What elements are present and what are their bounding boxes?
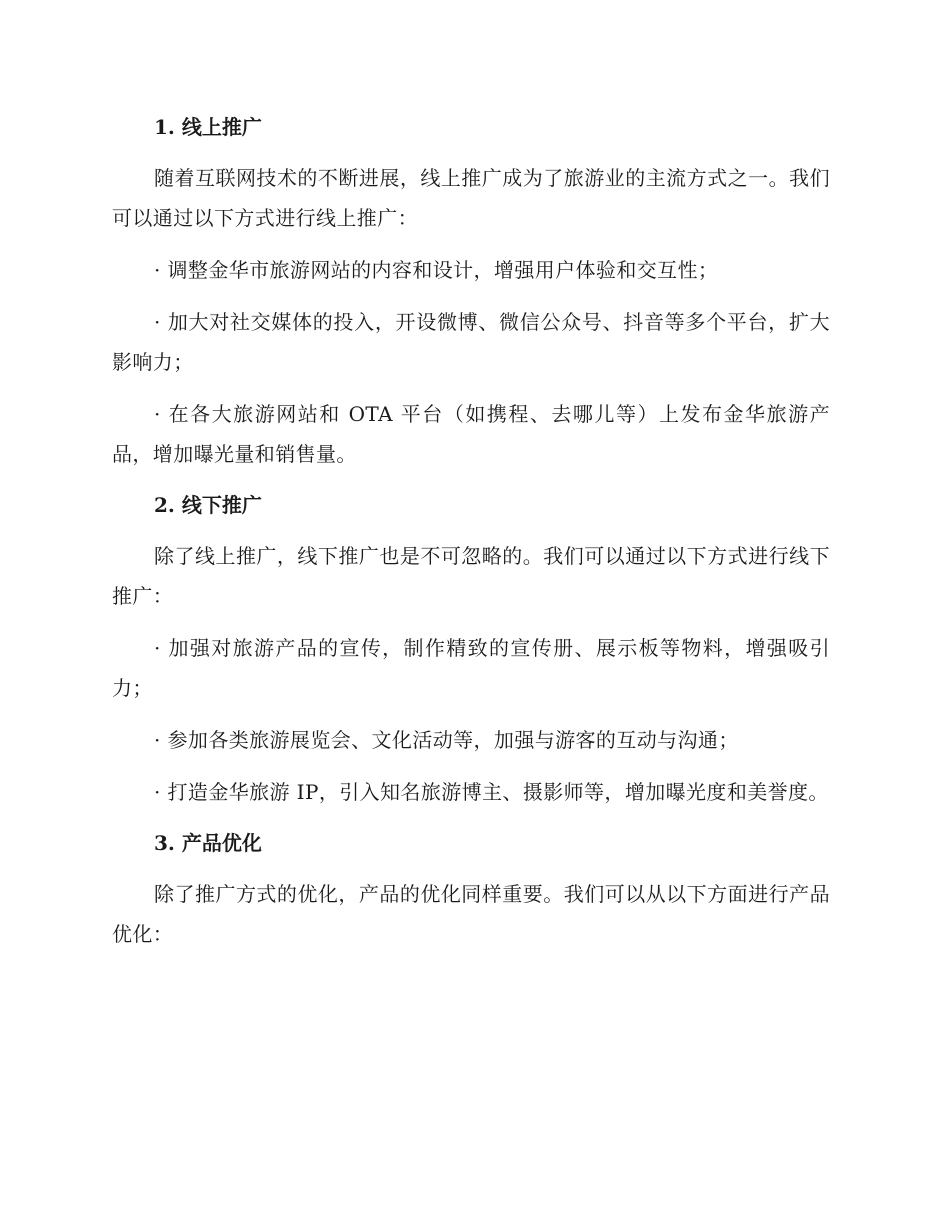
section-offline-promotion xyxy=(112,486,830,812)
section-product-optimization xyxy=(112,824,830,954)
section-intro: 随着互联网技术的不断进展，线上推广成为了旅游业的主流方式之一。我们可以通过以下方式进行线上推广： xyxy=(112,166,830,230)
section-heading: 2. 线下推广 xyxy=(154,493,262,517)
bullet-item: · 在各大旅游网站和 OTA 平台（如携程、去哪儿等）上发布金华旅游产品，增加曝光量和销售量。 xyxy=(112,402,830,466)
section-online-promotion xyxy=(112,108,830,474)
section-intro: 除了推广方式的优化，产品的优化同样重要。我们可以从以下方面进行产品优化： xyxy=(112,882,830,946)
section-heading: 1. 线上推广 xyxy=(154,115,262,139)
section-heading: 3. 产品优化 xyxy=(154,831,262,855)
bullet-item: · 参加各类旅游展览会、文化活动等，加强与游客的互动与沟通； xyxy=(154,728,739,752)
section-intro: 除了线上推广，线下推广也是不可忽略的。我们可以通过以下方式进行线下推广： xyxy=(112,544,830,608)
bullet-item: · 加大对社交媒体的投入，开设微博、微信公众号、抖音等多个平台，扩大影响力； xyxy=(112,310,830,374)
bullet-item: · 加强对旅游产品的宣传，制作精致的宣传册、展示板等物料，增强吸引力； xyxy=(112,636,830,700)
document-page xyxy=(112,108,830,966)
bullet-item: · 打造金华旅游 IP，引入知名旅游博主、摄影师等，增加曝光度和美誉度。 xyxy=(154,780,829,804)
bullet-item: · 调整金华市旅游网站的内容和设计，增强用户体验和交互性； xyxy=(154,258,719,282)
